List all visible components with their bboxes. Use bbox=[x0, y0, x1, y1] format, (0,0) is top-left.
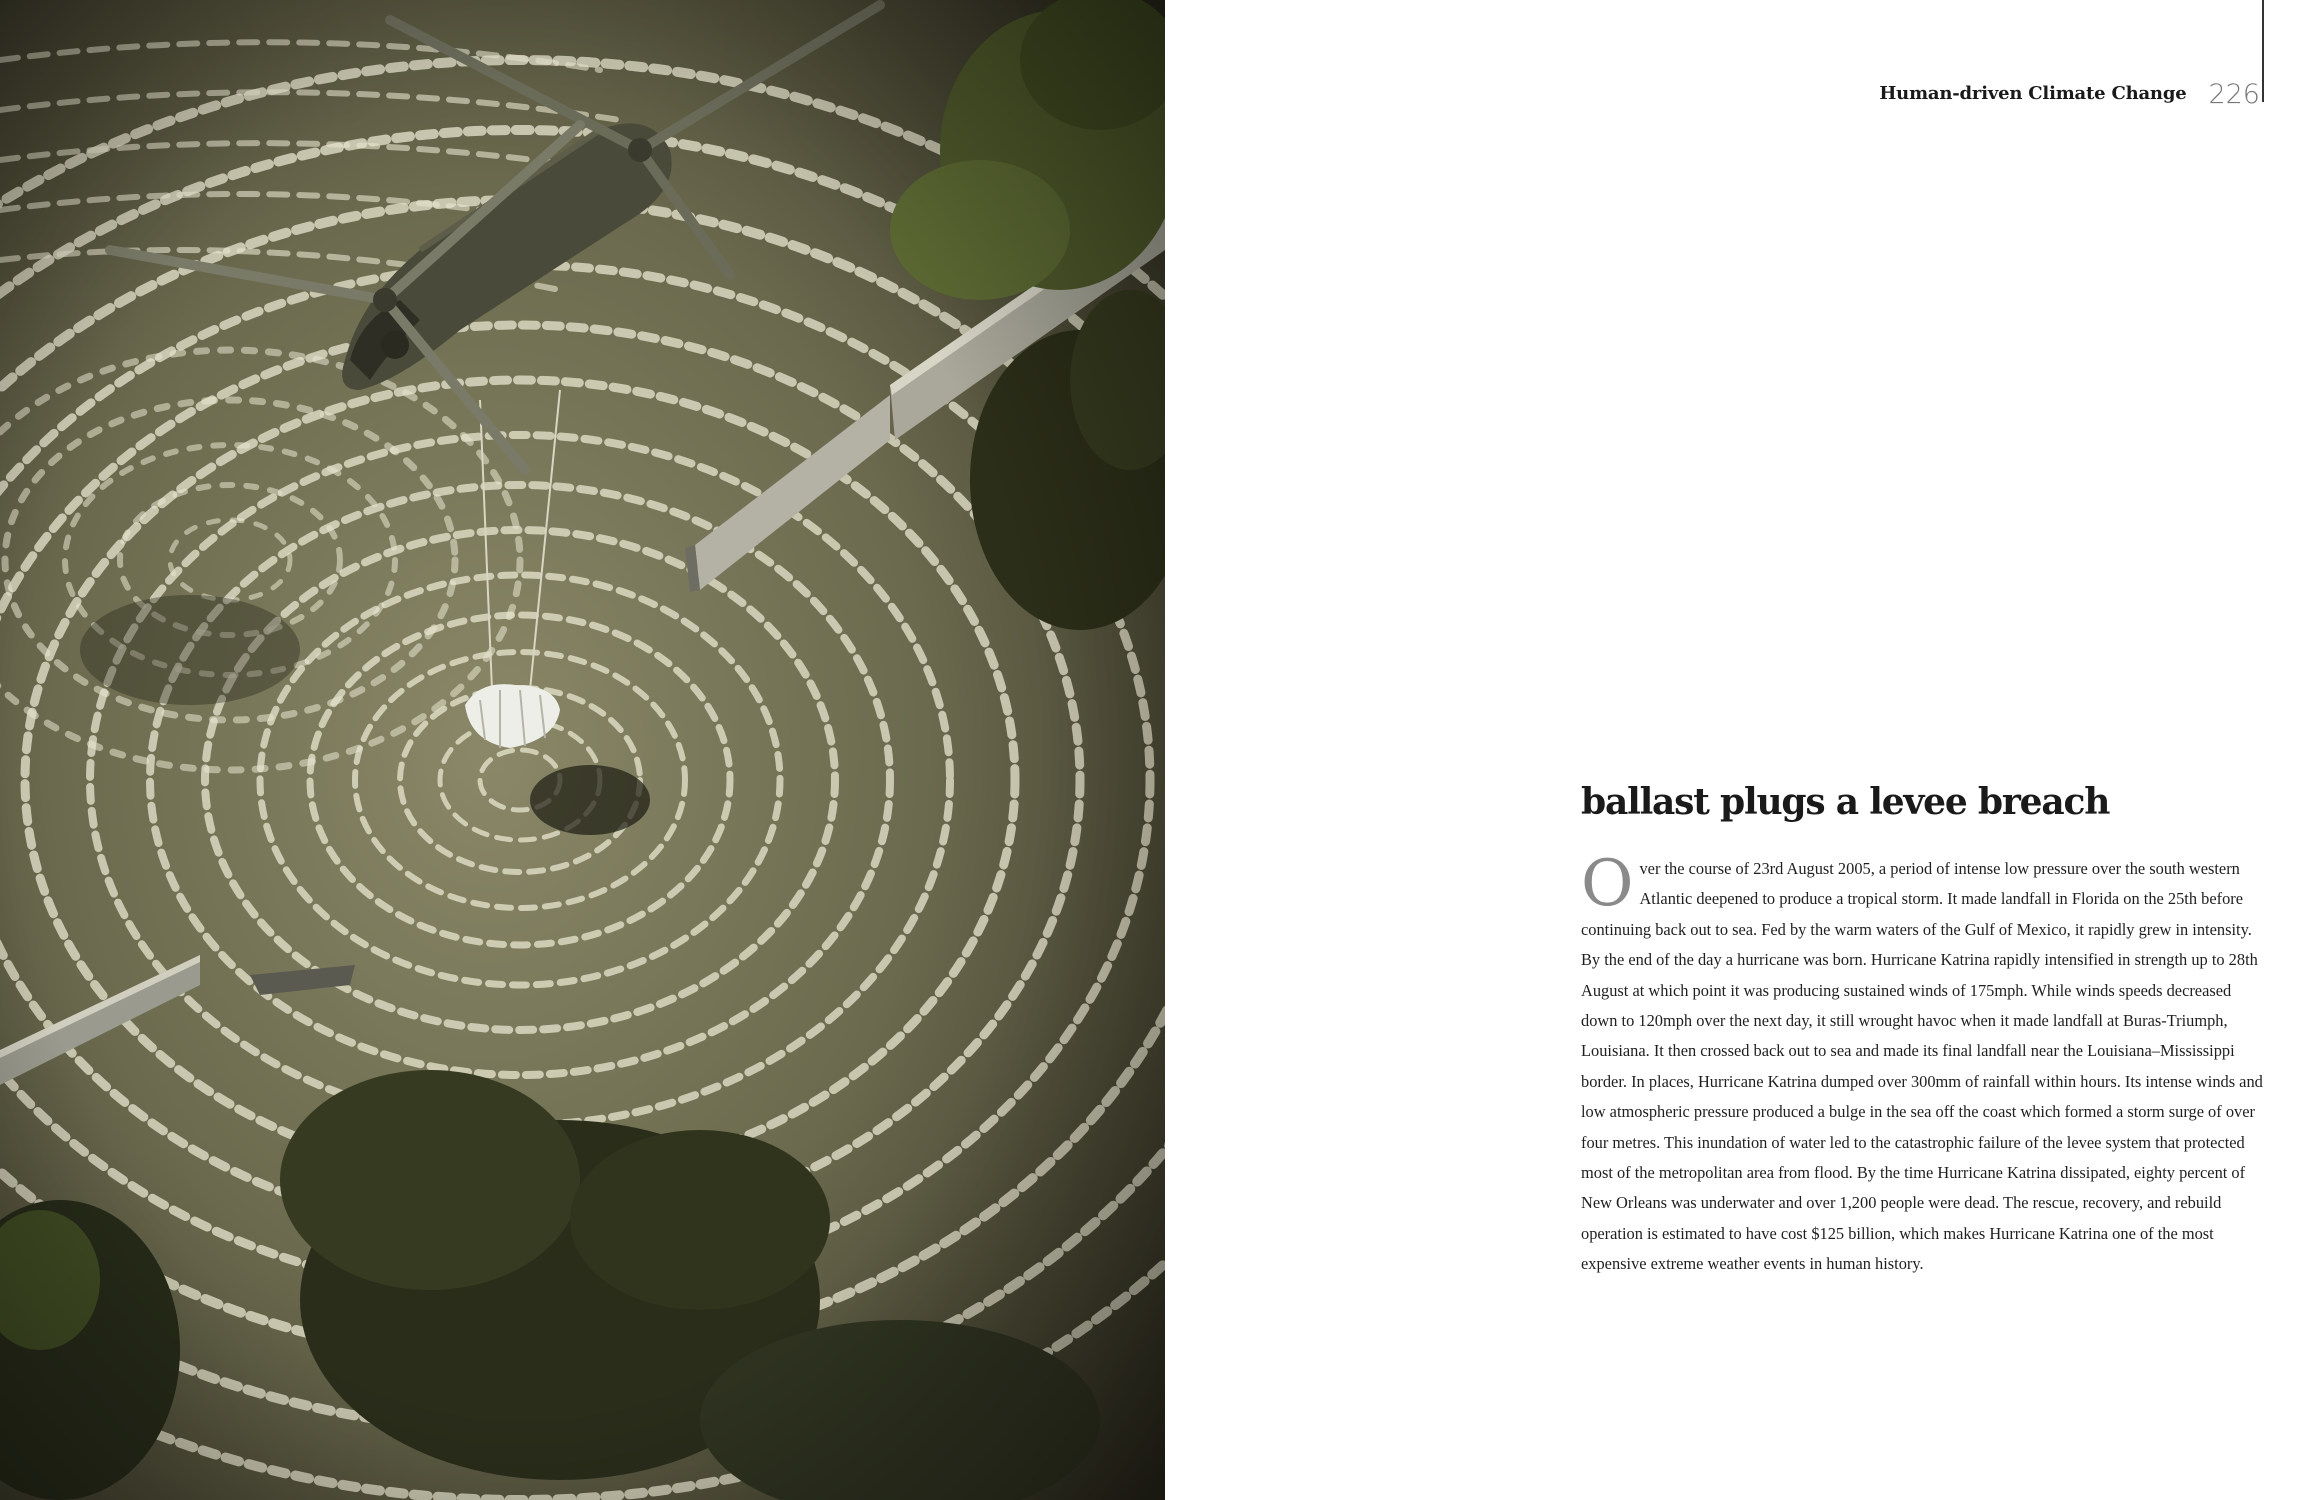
article bbox=[1581, 780, 2267, 1280]
running-head-rule bbox=[2262, 0, 2264, 102]
article-headline: ballast plugs a levee breach bbox=[1581, 781, 2110, 823]
running-head-title: Human-driven Climate Change bbox=[1879, 83, 2187, 104]
drop-cap: O bbox=[1581, 847, 1634, 921]
page-number: 226 bbox=[2208, 79, 2260, 110]
article-body-text: ver the course of 23rd August 2005, a period of intense low pressure over the south western Atlantic deepened to produce a tropical storm. It made landfall in Florida on the 25th before continuing back out to sea. Fed by the warm waters of the Gulf of Mexico, it rapidly grew in intensity. By the end of the day a hurricane was born. Hurricane Katrina rapidly intensified in strength up to 28th August at which point it was producing sustained winds of 175mph. While winds speeds decreased down to 120mph over the next day, it still wrought havoc when it made landfall at Buras-Triumph, Louisiana. It then crossed back out to sea and made its final landfall near the Louisiana–Mississippi border. In places, Hurricane Katrina dumped over 300mm of rainfall within hours. Its intense winds and low atmospheric pressure produced a bulge in the sea off the coast which formed a storm surge of over four metres. This inundation of water led to the catastrophic failure of the levee system that protected most of the metropolitan area from flood. By the time Hurricane Katrina dissipated, eighty percent of New Orleans was underwater and over 1,200 people were dead. The rescue, recovery, and rebuild operation is estimated to have cost $125 billion, which makes Hurricane Katrina one of the most expensive extreme weather events in human history. bbox=[1581, 859, 2263, 1274]
running-head bbox=[1879, 70, 2260, 110]
article-body bbox=[1581, 847, 2267, 1280]
text-page bbox=[1165, 0, 2317, 1500]
